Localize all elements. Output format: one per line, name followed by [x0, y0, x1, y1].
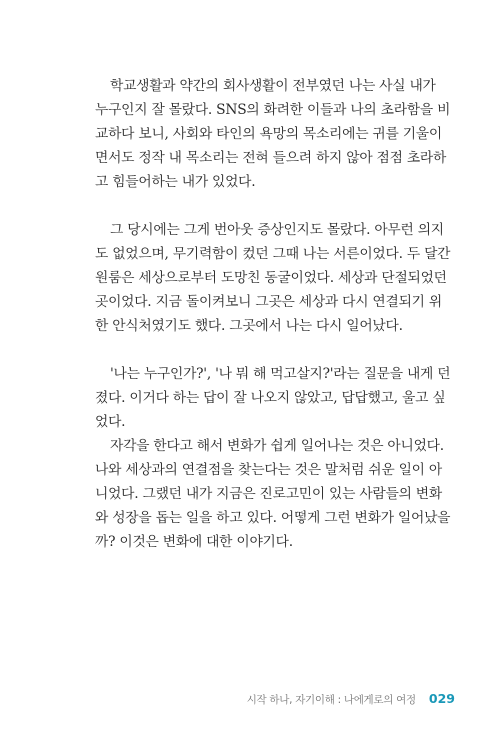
text-line: 었다.	[95, 414, 126, 430]
paragraph-4	[95, 434, 455, 554]
text-line: 도 없었으며, 무기력함이 컸던 그때 나는 서른이었다. 두 달간	[95, 246, 451, 262]
text-line: 누구인지 잘 몰랐다. SNS의 화려한 이들과 나의 초라함을 비	[95, 102, 451, 118]
paragraph-gap	[95, 338, 455, 362]
page-number: 029	[428, 691, 455, 706]
text-line: 한 안식처였기도 했다. 그곳에서 나는 다시 일어났다.	[95, 318, 403, 334]
text-line: 면서도 정작 내 목소리는 전혀 들으려 하지 않아 점점 초라하	[95, 150, 447, 166]
text-line: 교하다 보니, 사회와 타인의 욕망의 목소리에는 귀를 기울이	[95, 126, 442, 142]
paragraph-2	[95, 218, 455, 338]
text-line: 까? 이것은 변화에 대한 이야기다.	[95, 534, 293, 550]
paragraph-gap	[95, 194, 455, 218]
body-text	[95, 74, 455, 554]
text-line: '나는 누구인가?', '나 뭐 해 먹고살지?'라는 질문을 내게 던	[110, 366, 451, 382]
text-line: 졌다. 이거다 하는 답이 잘 나오지 않았고, 답답했고, 울고 싶	[95, 390, 446, 406]
text-line: 곳이었다. 지금 돌이켜보니 그곳은 세상과 다시 연결되기 위	[95, 294, 442, 310]
text-line: 고 힘들어하는 내가 있었다.	[95, 174, 256, 190]
page-footer	[0, 688, 455, 707]
paragraph-1	[95, 74, 455, 194]
text-line: 그 당시에는 그게 번아웃 증상인지도 몰랐다. 아무런 의지	[110, 222, 444, 238]
text-line: 학교생활과 약간의 회사생활이 전부였던 나는 사실 내가	[110, 78, 436, 94]
text-line: 나와 세상과의 연결점을 찾는다는 것은 말처럼 쉬운 일이 아	[95, 462, 442, 478]
paragraph-3	[95, 362, 455, 434]
text-line: 자각을 한다고 해서 변화가 쉽게 일어나는 것은 아니었다.	[110, 438, 444, 454]
text-line: 원룸은 세상으로부터 도망친 동굴이었다. 세상과 단절되었던	[95, 270, 447, 286]
text-line: 니었다. 그랬던 내가 지금은 진로고민이 있는 사람들의 변화	[95, 486, 442, 502]
chapter-title: 시작 하나, 자기이해 : 나에게로의 여정	[246, 694, 416, 706]
text-line: 와 성장을 돕는 일을 하고 있다. 어떻게 그런 변화가 일어났을	[95, 510, 451, 526]
